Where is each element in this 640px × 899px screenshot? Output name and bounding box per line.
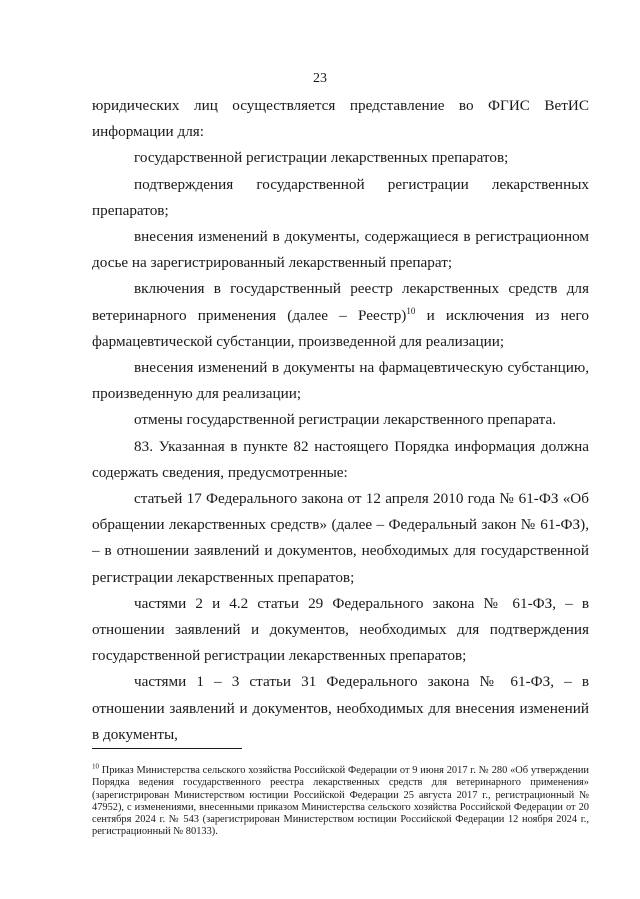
paragraph-list-item: отмены государственной регистрации лекарственного препарата. bbox=[134, 411, 557, 429]
footnote-text: Приказ Министерства сельского хозяйства Российской Федерации от 9 июня 2017 г. № 280 «Об утверждении Порядка ведения государственного реестра лекарственных средств для ветеринарного применения» (зарегистрирован Министерством юстиции Российской Федерации 25 августа 2017 г., регистрационный № 47952), с изменениями, внесенными приказом Министерства сельского хозяйства Российской Федерации от 20 сентября 2024 г. № 543 (зарегистрирован Министерством юстиции Российской Федерации 12 ноября 2024 г., регистрационный № 80133). bbox=[92, 765, 589, 838]
paragraph-list-item: частями 2 и 4.2 статьи 29 Федерального закона № 61-ФЗ, – в отношении заявлений и документов, необходимых для подтверждения государственной регистрации лекарственных препаратов; bbox=[92, 594, 589, 665]
footnote bbox=[92, 762, 589, 839]
paragraph-text: включения в государственный реестр лекарственных средств для ветеринарного применения (далее – Реестр) bbox=[92, 280, 589, 324]
paragraph-list-item: внесения изменений в документы, содержащиеся в регистрационном досье на зарегистрированный лекарственный препарат; bbox=[92, 228, 589, 272]
paragraph-text: и исключения из него фармацевтической субстанции, произведенной для реализации; bbox=[92, 306, 589, 350]
footnote-reference: 10 bbox=[406, 305, 416, 316]
footnote-separator bbox=[92, 748, 242, 749]
footnote-marker: 10 bbox=[92, 762, 99, 771]
paragraph-list-item-with-footnote bbox=[92, 276, 589, 355]
paragraph-list-item: внесения изменений в документы на фармацевтическую субстанцию, произведенную для реализации; bbox=[92, 359, 589, 403]
paragraph-clause-83: 83. Указанная в пункте 82 настоящего Порядка информация должна содержать сведения, предусмотренные: bbox=[92, 437, 589, 481]
paragraph-list-item: государственной регистрации лекарственных препаратов; bbox=[134, 149, 509, 167]
page-number: 23 bbox=[313, 71, 327, 86]
paragraph-list-item: частями 1 – 3 статьи 31 Федерального закона № 61-ФЗ, – в отношении заявлений и документов, необходимых для внесения изменений в документы, bbox=[92, 673, 589, 743]
paragraph-continuation: юридических лиц осуществляется представление во ФГИС ВетИС информации для: bbox=[92, 97, 589, 141]
paragraph-list-item: подтверждения государственной регистрации лекарственных препаратов; bbox=[92, 175, 589, 219]
paragraph-list-item: статьей 17 Федерального закона от 12 апреля 2010 года № 61-ФЗ «Об обращении лекарственных средств» (далее – Федеральный закон № 61-ФЗ), – в отношении заявлений и документов, необходимых для государственной регистрации лекарственных препаратов; bbox=[92, 490, 589, 586]
body-text bbox=[92, 93, 589, 748]
